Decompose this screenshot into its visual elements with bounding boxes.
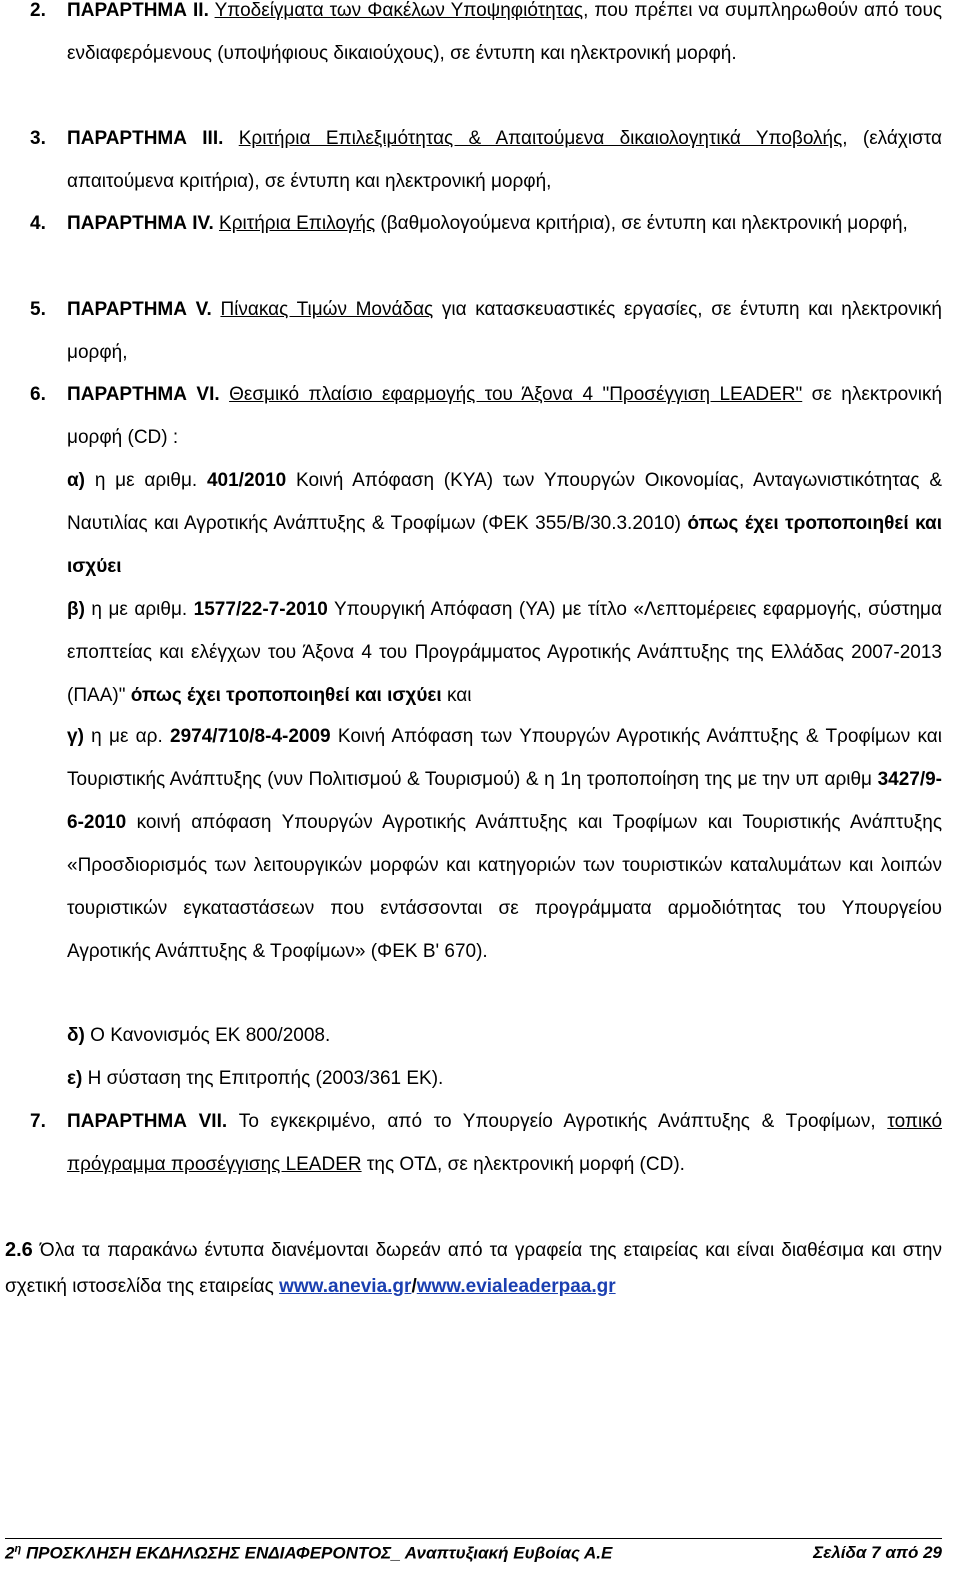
item-number: 3. [30,128,46,149]
sub-item-d [67,1014,942,1057]
sub-text: Ο Κανονισμός ΕΚ 800/2008. [90,1025,331,1046]
list-item-annex-4 [0,202,942,245]
annex-label: ΠΑΡΑΡΤΗΜΑ VI. [67,384,220,405]
footer-ordinal-suffix: η [14,1543,22,1555]
sub-item-a [67,459,942,588]
amended-note: όπως έχει τροποποιηθεί και ισχύει [67,513,943,577]
list-item-annex-6 [0,373,942,459]
annex-label: ΠΑΡΑΡΤΗΜΑ V. [67,299,212,320]
annex-label: ΠΑΡΑΡΤΗΜΑ ΙΙΙ. [67,128,224,149]
item-body [67,117,942,203]
annex-title: Κριτήρια Επιλεξιμότητας & Απαιτούμενα δικαιολογητικά Υποβολής [238,128,843,149]
sub-text: και [446,685,472,706]
sub-text: Υπουργική Απόφαση (ΥΑ) με τίτλο «Λεπτομέρειες εφαρμογής, σύστημα εποπτείας και ελέγχων του Άξονα 4 του Προγράμματος Αγροτικής Ανάπτυξης της Ελλάδας 2007-2013 (ΠΑΑ)" [67,599,942,706]
decision-number: 401/2010 [206,470,287,491]
list-item-annex-5 [0,288,942,374]
annex-description: (βαθμολογούμενα κριτήρια), σε έντυπη και ηλεκτρονική μορφή, [380,213,908,234]
item-number: 7. [30,1111,46,1132]
sub-item-e [67,1057,942,1100]
sub-label: δ) [67,1025,85,1046]
page-footer [5,1538,942,1564]
decision-number-2: 3427/9-6-2010 [67,769,943,833]
list-item-annex-2 [0,0,942,75]
paragraph-2-6 [5,1232,942,1305]
annex-label: ΠΑΡΑΡΤΗΜΑ ΙΙ. [67,0,209,21]
sub-text: Η σύσταση της Επιτροπής (2003/361 ΕΚ). [87,1068,444,1089]
annex-label: ΠΑΡΑΡΤΗΜΑ IV. [67,213,214,234]
link-separator: / [411,1276,417,1297]
page-number: Σελίδα 7 από 29 [813,1543,942,1562]
footer-title [5,1543,612,1564]
sub-text: κοινή απόφαση Υπουργών Αγροτικής Ανάπτυξης και Τροφίμων και Τουριστικής Ανάπτυξης «Προσδιορισμός των λειτουργικών μορφών και κατηγοριών των τουριστικών καταλυμάτων και λοιπών τουριστικών εγκαταστάσεων που εντάσσονται σε προγράμματα αρμοδιότητας του Υπουργείου Αγροτικής Ανάπτυξης & Τροφίμων» (ΦΕΚ Β' 670). [67,812,943,962]
decision-number: 1577/22-7-2010 [193,599,328,620]
item-body [67,288,942,374]
footer-ordinal: 2 [5,1543,15,1563]
sub-text: η με αριθμ. [94,470,198,491]
item-body [67,0,942,75]
annex-description: για κατασκευαστικές εργασίες, σε έντυπη και ηλεκτρονική μορφή, [67,299,943,363]
item-number: 5. [30,299,46,320]
anevia-link[interactable]: www.anevia.gr [279,1276,412,1297]
sub-label: β) [67,599,85,620]
list-item-annex-3 [0,117,942,203]
sub-text: η με αρ. [91,726,163,747]
list-item-annex-7 [0,1100,942,1186]
annex-title: τοπικό πρόγραμμα προσέγγισης LEADER [67,1111,943,1175]
sub-label: ε) [67,1068,83,1089]
item-number: 6. [30,384,46,405]
amended-note: όπως έχει τροποποιηθεί και ισχύει [130,685,442,706]
sub-text: Κοινή Απόφαση των Υπουργών Αγροτικής Ανάπτυξης & Τροφίμων και Τουριστικής Ανάπτυξης (νυν Πολιτισμού & Τουρισμού) & η 1η τροποποίηση της με την υπ αριθμ [67,726,942,790]
annex-title: Κριτήρια Επιλογής [219,213,376,234]
sub-item-b [67,588,942,717]
decision-number: 2974/710/8-4-2009 [170,726,331,747]
paragraph-number: 2.6 [5,1239,33,1261]
sub-text: Κοινή Απόφαση (ΚΥΑ) των Υπουργών Οικονομίας, Ανταγωνιστικότητας & Ναυτιλίας και Αγροτικής Ανάπτυξης & Τροφίμων (ΦΕΚ 355/Β/30.3.2010) [67,470,943,534]
annex-title: Υποδείγματα των Φακέλων Υποψηφιότητας, [214,0,589,21]
annex-label: ΠΑΡΑΡΤΗΜΑ VII. [67,1111,228,1132]
annex-description: σε ηλεκτρονική μορφή (CD) : [67,384,943,448]
item-body [67,373,942,459]
item-body [67,202,942,245]
item-number: 2. [30,0,46,21]
item-body [67,1100,942,1186]
sub-label: α) [67,470,86,491]
sub-item-c [67,715,942,973]
annex-title: Πίνακας Τιμών Μονάδας [220,299,434,320]
annex-description: Το εγκεκριμένο, από το Υπουργείο Αγροτικής Ανάπτυξης & Τροφίμων, [238,1111,876,1132]
annex-description: που πρέπει να συμπληρωθούν από τους ενδιαφερόμενους (υποψήφιους δικαιούχους), σε έντυπη και ηλεκτρονική μορφή. [67,0,942,64]
evialeaderpaa-link[interactable]: www.evialeaderpaa.gr [416,1276,616,1297]
annex-description: της ΟΤΔ, σε ηλεκτρονική μορφή (CD). [366,1154,685,1175]
paragraph-text: Όλα τα παρακάνω έντυπα διανέμονται δωρεάν από τα γραφεία της εταιρείας και είναι διαθέσιμα και στην σχετική ιστοσελίδα της εταιρείας [5,1240,942,1297]
item-number: 4. [30,213,46,234]
annex-title: Θεσμικό πλαίσιο εφαρμογής του Άξονα 4 "Προσέγγιση LEADER" [229,384,803,405]
sub-text: η με αριθμ. [91,599,188,620]
footer-title-text: ΠΡΟΣΚΛΗΣΗ ΕΚΔΗΛΩΣΗΣ ΕΝΔΙΑΦΕΡΟΝΤΟΣ_ Αναπτυξιακή Ευβοίας Α.Ε [25,1543,613,1563]
annex-description: , (ελάχιστα απαιτούμενα κριτήρια), σε έντυπη και ηλεκτρονική μορφή, [67,128,943,192]
sub-label: γ) [67,726,84,747]
